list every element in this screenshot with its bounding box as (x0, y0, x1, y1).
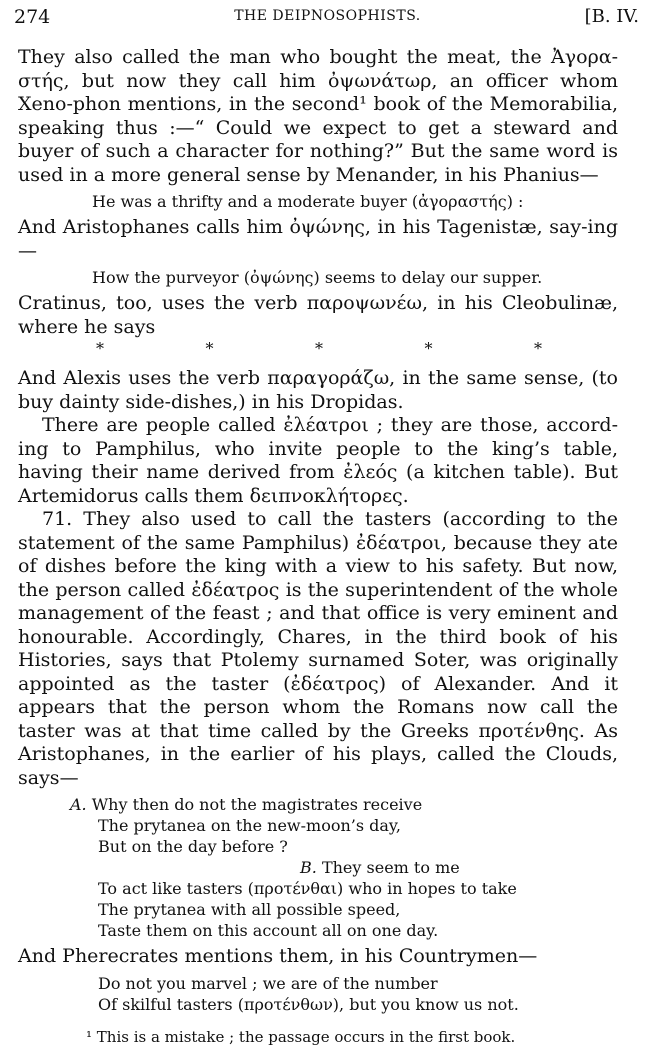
verse-line: But on the day before ? (98, 837, 288, 856)
paragraph: They also called the man who bought the meat, the Ἀγορα-στής, but now they call him ὀψωνάτωρ, an officer whom Xeno-phon mentions, in the second¹ book of the Memorabilia, speaking thus :—“ Could we expect to get a steward and buyer of such a character for nothing?” But the same word is used in a more general sense by Menander, in his Phanius— (18, 46, 618, 186)
verse-line: Do not you marvel ; we are of the number (98, 973, 438, 993)
asterisk: * (96, 339, 104, 358)
paragraph: And Alexis uses the verb παραγοράζω, in the same sense, (to buy dainty side-dishes,) in his Dropidas. (18, 367, 618, 413)
paragraph: There are people called ἐλέατροι ; they are those, accord-ing to Pamphilus, who invite people to the king’s table, having their name derived from ἐλεός (a kitchen table). But Artemidorus calls them δειπνοκλήτορες. (18, 414, 618, 507)
lacuna-asterisks (18, 339, 618, 359)
running-header (0, 6, 655, 32)
verse-line: To act like tasters (προτένθαι) who in hopes to take (98, 879, 517, 898)
asterisk: * (315, 339, 323, 358)
running-title: THE DEIPNOSOPHISTS. (234, 8, 421, 24)
verse-block (70, 794, 618, 941)
verse-line: Of skilful tasters (προτένθων), but you know us not. (98, 994, 519, 1014)
asterisk: * (205, 339, 214, 358)
verse-line: B. They seem to me (300, 858, 460, 877)
asterisk: * (424, 339, 433, 358)
paragraph: And Aristophanes calls him ὀψώνης, in his Tagenistæ, say-ing— (18, 216, 618, 262)
quotation: He was a thrifty and a moderate buyer (ἀγοραστής) : (92, 192, 524, 211)
footnote: ¹ This is a mistake ; the passage occurs in the first book. (86, 1027, 516, 1046)
speaker-label: A. (70, 795, 87, 814)
asterisk: * (534, 339, 542, 358)
verse-line: Taste them on this account all on one day. (98, 921, 439, 940)
speaker-label: B. (300, 858, 317, 877)
verse-line: A. Why then do not the magistrates receive (70, 795, 423, 814)
paragraph: And Pherecrates mentions them, in his Countrymen— (18, 945, 538, 967)
page-body (18, 46, 618, 1047)
verse-block (98, 973, 618, 1015)
page-number: 274 (14, 6, 51, 28)
verse-line: The prytanea on the new-moon’s day, (98, 816, 401, 835)
paragraph: 71. They also used to call the tasters (according to the statement of the same Pamphilus) ἐδέατροι, because they ate of dishes before the king with a view to his safety. But now, the person called ἐδέατρος is the superintendent of the whole management of the feast ; and that office is very eminent and honourable. Accordingly, Chares, in the third book of his Histories, says that Ptolemy surnamed Soter, was originally appointed as the taster (ἐδέατρος) of Alexander. And it appears that the person whom the Romans now call the taster was at that time called by the Greeks προτένθης. As Aristophanes, in the earlier of his plays, called the Clouds, says— (18, 508, 618, 789)
verse-line: The prytanea with all possible speed, (98, 900, 401, 919)
book-marker: [B. IV. (584, 6, 639, 27)
quotation: How the purveyor (ὀψώνης) seems to delay our supper. (92, 268, 543, 287)
paragraph: Cratinus, too, uses the verb παροψωνέω, in his Cleobulinæ, where he says (18, 292, 618, 338)
